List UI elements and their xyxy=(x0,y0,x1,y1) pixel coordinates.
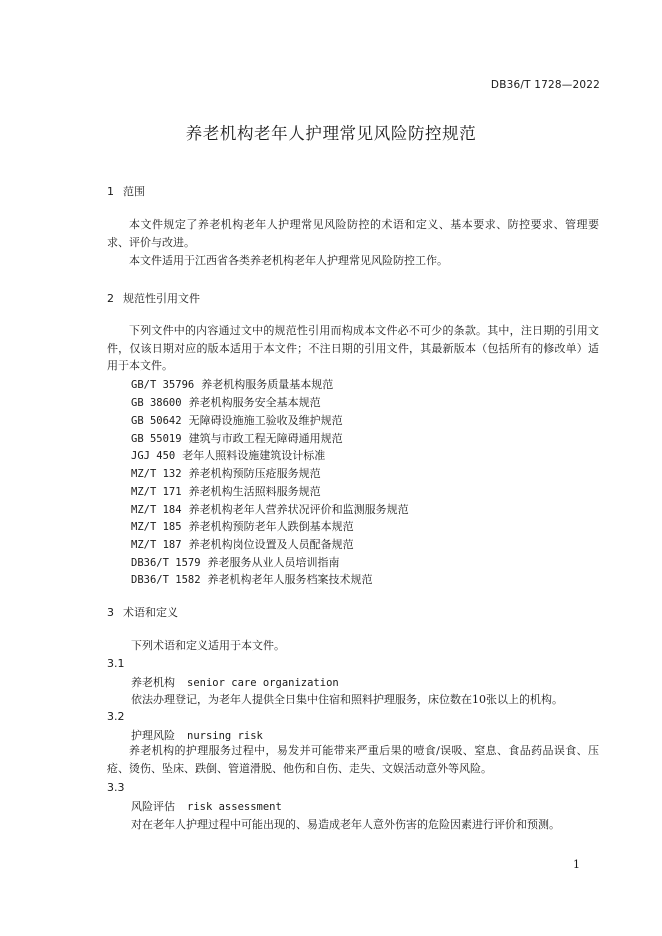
section-title: 范围 xyxy=(123,185,145,198)
reference-name: 老年人照料设施建筑设计标准 xyxy=(182,449,326,462)
section-number: 3 xyxy=(107,606,114,619)
scope-paragraph-1: 本文件规定了养老机构老年人护理常见风险防控的术语和定义、基本要求、防控要求、管理要求、评价与改进。 xyxy=(107,218,599,249)
term-definition: 对在老年人护理过程中可能出现的、易造成老年人意外伤害的危险因素进行评价和预测。 xyxy=(131,818,560,831)
reference-item xyxy=(131,536,354,552)
section-heading-normative-references xyxy=(107,290,200,306)
section-number: 1 xyxy=(107,185,114,198)
reference-code: GB 55019 xyxy=(131,433,182,445)
section-heading-terms-and-definitions xyxy=(107,604,178,620)
references-paragraph: 下列文件中的内容通过文中的规范性引用而构成本文件必不可少的条款。其中，注日期的引用文件，仅该日期对应的版本适用于本文件；不注日期的引用文件，其最新版本（包括所有的修改单）适用于本文件。 xyxy=(107,324,599,372)
reference-item xyxy=(131,394,321,410)
term-en: senior care organization xyxy=(187,677,339,689)
reference-item xyxy=(131,518,354,534)
reference-item xyxy=(131,412,343,428)
reference-item xyxy=(131,571,373,587)
section-title: 规范性引用文件 xyxy=(123,292,200,305)
reference-item xyxy=(131,483,321,499)
section-title: 术语和定义 xyxy=(123,606,178,619)
term-zh: 养老机构 xyxy=(131,676,175,689)
term-number: 3.3 xyxy=(107,781,125,794)
term-en: risk assessment xyxy=(187,801,282,813)
reference-code: GB/T 35796 xyxy=(131,379,195,391)
reference-item xyxy=(131,376,333,392)
reference-name: 养老机构生活照料服务规范 xyxy=(188,485,321,498)
section-number: 2 xyxy=(107,292,114,305)
reference-item xyxy=(131,465,321,481)
term-en: nursing risk xyxy=(187,730,263,742)
document-code: DB36/T 1728—2022 xyxy=(490,79,600,91)
reference-name: 养老机构岗位设置及人员配备规范 xyxy=(188,538,354,551)
reference-code: DB36/T 1579 xyxy=(131,557,201,569)
reference-name: 养老机构预防压疮服务规范 xyxy=(188,467,321,480)
term-number: 3.1 xyxy=(107,657,125,670)
reference-name: 无障碍设施施工验收及维护规范 xyxy=(188,414,343,427)
reference-item xyxy=(131,447,325,463)
reference-code: MZ/T 132 xyxy=(131,468,182,480)
reference-code: MZ/T 171 xyxy=(131,486,182,498)
reference-code: DB36/T 1582 xyxy=(131,574,201,586)
reference-item xyxy=(131,430,343,446)
reference-code: MZ/T 187 xyxy=(131,539,182,551)
reference-name: 养老机构老年人服务档案技术规范 xyxy=(207,573,373,586)
reference-code: GB 38600 xyxy=(131,397,182,409)
reference-item xyxy=(131,501,409,517)
terms-intro: 下列术语和定义适用于本文件。 xyxy=(131,639,285,652)
reference-code: MZ/T 185 xyxy=(131,521,182,533)
term-number: 3.2 xyxy=(107,710,125,723)
reference-code: JGJ 450 xyxy=(131,450,176,462)
term-zh: 风险评估 xyxy=(131,800,175,813)
reference-name: 养老机构服务质量基本规范 xyxy=(201,378,334,391)
term-definition: 养老机构的护理服务过程中，易发并可能带来严重后果的噎食/误吸、窒息、食品药品误食、压疮、烫伤、坠床、跌倒、管道滑脱、他伤和自伤、走失、文娱活动意外等风险。 xyxy=(107,744,599,775)
reference-code: GB 50642 xyxy=(131,415,182,427)
term-zh: 护理风险 xyxy=(131,729,175,742)
term-entry xyxy=(131,674,339,690)
reference-name: 养老机构预防老年人跌倒基本规范 xyxy=(188,520,354,533)
reference-name: 养老服务从业人员培训指南 xyxy=(207,556,340,569)
reference-name: 养老机构老年人营养状况评价和监测服务规范 xyxy=(188,503,409,516)
scope-paragraph-2: 本文件适用于江西省各类养老机构老年人护理常见风险防控工作。 xyxy=(129,254,448,267)
section-heading-scope xyxy=(107,183,145,199)
reference-code: MZ/T 184 xyxy=(131,504,182,516)
reference-name: 养老机构服务安全基本规范 xyxy=(188,396,321,409)
term-definition: 依法办理登记，为老年人提供全日集中住宿和照料护理服务，床位数在10张以上的机构。 xyxy=(131,693,563,706)
term-entry xyxy=(131,727,263,743)
term-entry xyxy=(131,798,282,814)
reference-name: 建筑与市政工程无障碍通用规范 xyxy=(188,432,343,445)
page-number: 1 xyxy=(573,858,580,871)
reference-item xyxy=(131,554,340,570)
document-title: 养老机构老年人护理常见风险防控规范 xyxy=(185,124,477,143)
